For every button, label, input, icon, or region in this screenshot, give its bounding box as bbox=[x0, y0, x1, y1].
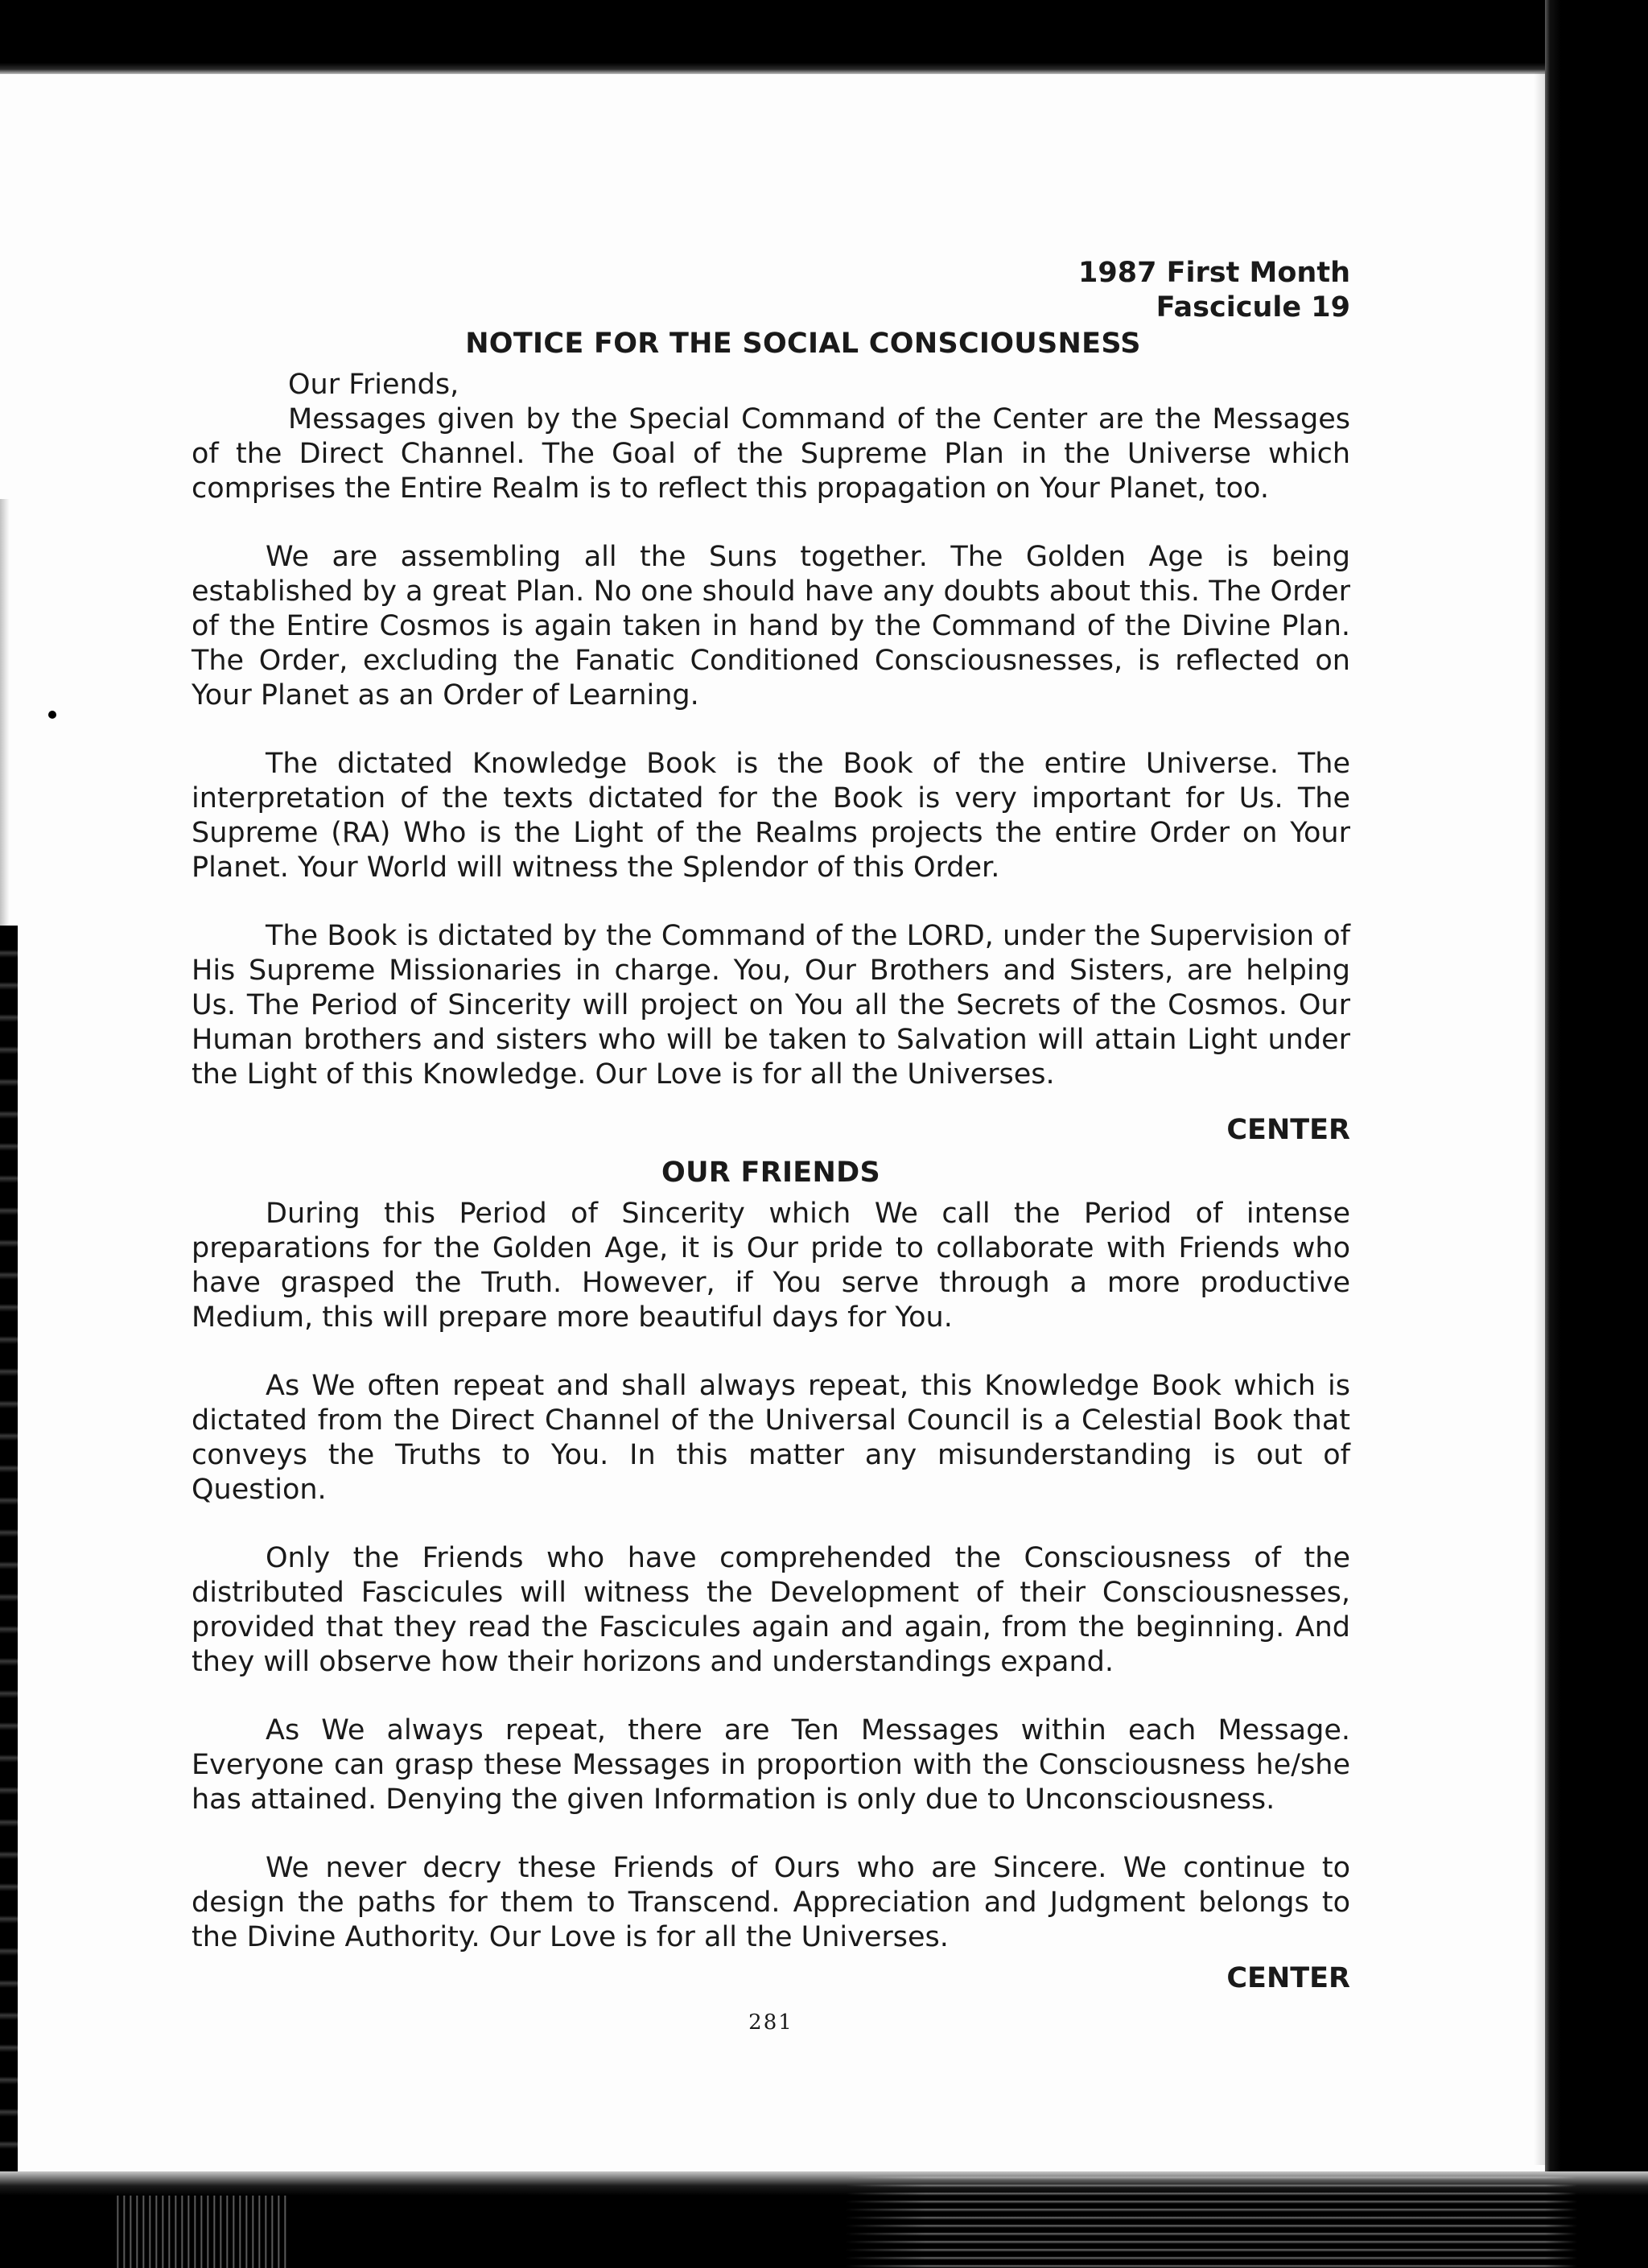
binding-edge bbox=[0, 926, 18, 2268]
paragraph: As We often repeat and shall always repeat, this Knowledge Book which is dictated from the Direct Channel of the Universal Council is a Celestial Book that conveys the Truths to You. In this matter any misunderstanding is out of Question. bbox=[192, 1370, 1350, 1506]
section-title-notice: NOTICE FOR THE SOCIAL CONSCIOUSNESS bbox=[465, 328, 1141, 360]
binding-shadow bbox=[0, 499, 10, 934]
paragraph: As We always repeat, there are Ten Messages within each Message. Everyone can grasp these Messages in proportion with the Consciousness he/she has attained. Denying the given Information is only due to Unconsciousness. bbox=[192, 1714, 1350, 1816]
signature-center: CENTER bbox=[1226, 1962, 1350, 1994]
paragraph: During this Period of Sincerity which We call the Period of intense preparations for the Golden Age, it is Our pride to collaborate with Friends who have grasped the Truth. However, if You serve through a more productive Medium, this will prepare more beautiful days for You. bbox=[192, 1198, 1350, 1334]
section-title-our-friends: OUR FRIENDS bbox=[661, 1157, 880, 1189]
paragraph: Only the Friends who have comprehended the Consciousness of the distributed Fascicules will witness the Development of their Consciousnesses, provided that they read the Fascicules again and again, from the beginning. And they will observe how their horizons and understandings expand. bbox=[192, 1542, 1350, 1678]
document-body bbox=[192, 256, 1350, 2040]
paragraph: Messages given by the Special Command of the Center are the Messages of the Direct Channel. The Goal of the Supreme Plan in the Universe which comprises the Entire Realm is to reflect this propagation on Your Planet, too. bbox=[192, 403, 1350, 505]
page-right-shadow bbox=[1534, 72, 1545, 2165]
scanner-right-border bbox=[1545, 0, 1648, 2268]
signature-center: CENTER bbox=[1226, 1114, 1350, 1146]
paragraph: The Book is dictated by the Command of the LORD, under the Supervision of His Supreme Missionaries in charge. You, Our Brothers and Sisters, are helping Us. The Period of Sincerity will project on You all the Secrets of the Cosmos. Our Human brothers and sisters who will be taken to Salvation will attain Light under the Light of this Knowledge. Our Love is for all the Universes. bbox=[192, 920, 1350, 1091]
paragraph: The dictated Knowledge Book is the Book of the entire Universe. The interpretation of the texts dictated for the Book is very important for Us. The Supreme (RA) Who is the Light of the Realms projects the entire Order on Your Planet. Your World will witness the Splendor of this Order. bbox=[192, 748, 1350, 884]
date-line: 1987 First Month bbox=[1078, 257, 1350, 289]
scanner-bottom-left-streaks bbox=[113, 2196, 290, 2268]
fascicule-line: Fascicule 19 bbox=[1156, 291, 1350, 324]
page-number: 281 bbox=[748, 2010, 793, 2035]
paragraph: We are assembling all the Suns together. The Golden Age is being established by a great Plan. No one should have any doubts about this. The Order of the Entire Cosmos is again taken in hand by the Command of the Divine Plan. The Order, excluding the Fanatic Conditioned Consciousnesses, is reflected on Your Planet as an Order of Learning. bbox=[192, 541, 1350, 711]
scanner-top-border bbox=[0, 0, 1648, 74]
salutation: Our Friends, bbox=[288, 369, 459, 401]
scan-speck bbox=[48, 711, 56, 719]
fascicule-header bbox=[192, 256, 1350, 325]
paragraph: We never decry these Friends of Ours who are Sincere. We continue to design the paths for them to Transcend. Appreciation and Judgment belongs to the Divine Authority. Our Love is for all the Universes. bbox=[192, 1852, 1350, 1953]
